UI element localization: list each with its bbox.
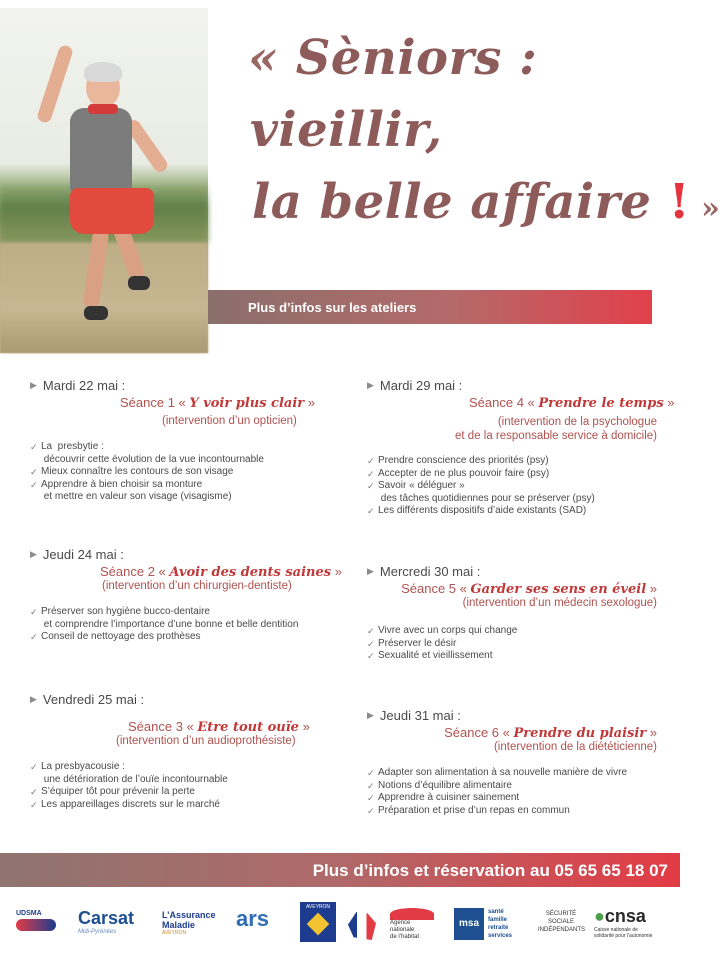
- check-icon: ✓: [367, 468, 375, 479]
- session-suffix: »: [646, 725, 657, 740]
- check-icon: ✓: [30, 787, 38, 797]
- person-shorts: [70, 188, 154, 234]
- anah-logo: [390, 902, 446, 948]
- check-icon: ✓: [367, 768, 375, 778]
- session-items: [30, 441, 350, 504]
- person-arm: [36, 44, 74, 124]
- session-prefix: Séance 4 «: [469, 395, 539, 410]
- securite-text: SÉCURITÉ SOCIALE INDÉPENDANTS: [538, 911, 586, 933]
- securite-sociale-logo: [538, 902, 584, 948]
- session-day: [367, 377, 657, 393]
- session-block-5: [367, 563, 657, 663]
- session-day-label: Jeudi 31 mai :: [379, 707, 461, 723]
- check-icon: ✓: [367, 651, 375, 661]
- info-banner: [208, 290, 652, 324]
- cnsa-wordmark: [594, 906, 664, 927]
- check-icon: ✓: [30, 442, 38, 452]
- list-item: [30, 606, 350, 631]
- udsma-text: UDSMA: [16, 910, 42, 917]
- list-item-text: Accepter de ne plus pouvoir faire (psy): [378, 467, 550, 479]
- session-day-label: Mardi 29 mai :: [379, 377, 463, 393]
- list-item: [30, 466, 350, 479]
- list-item: [367, 805, 657, 818]
- title-line-3: la belle affaire: [252, 174, 652, 230]
- session-name: Garder ses sens en éveil: [470, 582, 647, 597]
- list-item-text: La presbyacousie : une détérioration de l’ouïe incontournable: [41, 761, 228, 785]
- session-block-2: [30, 546, 350, 644]
- session-prefix: Séance 6 «: [444, 725, 514, 740]
- info-banner-text: Plus d’infos sur les ateliers: [248, 300, 417, 315]
- page-title: [248, 22, 720, 245]
- list-item: [30, 479, 350, 504]
- session-items: [367, 455, 657, 518]
- cnsa-sub: Caisse nationale de solidarité pour l’autonomie: [594, 927, 653, 939]
- list-item-text: Les appareillages discrets sur le marché: [41, 798, 220, 810]
- session-title: [367, 581, 657, 597]
- session-block-1: [30, 377, 350, 504]
- list-item-text: Préparation et prise d’un repas en commun: [378, 804, 570, 816]
- check-icon: ✓: [367, 481, 375, 491]
- session-name: Prendre du plaisir: [513, 726, 647, 741]
- session-items: [367, 767, 657, 817]
- session-name: Prendre le temps: [538, 396, 664, 411]
- check-icon: ✓: [30, 479, 38, 490]
- list-item: [367, 468, 657, 481]
- check-icon: ✓: [367, 626, 375, 636]
- list-item: [30, 799, 350, 812]
- list-item-text: Savoir « déléguer » des tâches quotidiennes pour se préserver (psy): [378, 480, 595, 504]
- session-name: Etre tout ouïe: [197, 720, 299, 735]
- session-block-4: [367, 377, 675, 518]
- arrow-icon: ▶: [30, 379, 37, 390]
- list-item: [30, 761, 350, 786]
- list-item: [367, 650, 657, 663]
- assurance-text: L’Assurance Maladie: [162, 910, 216, 930]
- list-item-text: Apprendre à bien choisir sa monture et mettre en valeur son visage (visagisme): [41, 478, 232, 502]
- person-scarf: [88, 104, 118, 114]
- ars-logo: [236, 902, 292, 948]
- check-icon: ✓: [30, 799, 38, 810]
- session-name: Avoir des dents saines: [169, 565, 332, 580]
- list-item: [367, 625, 657, 638]
- session-prefix: Séance 5 «: [401, 581, 471, 596]
- ars-text: ars: [236, 906, 270, 931]
- udsma-mark: [16, 919, 56, 931]
- carsat-sub: Midi-Pyrénées: [78, 929, 117, 935]
- carsat-logo: [78, 902, 156, 948]
- arrow-icon: ▶: [30, 693, 37, 704]
- session-suffix: »: [663, 395, 675, 410]
- list-item-text: Notions d’équilibre alimentaire: [378, 779, 512, 791]
- reservation-text: Plus d’infos et réservation au 05 65 65 18 07: [312, 861, 668, 880]
- session-suffix: »: [646, 581, 657, 596]
- session-intervention: (intervention de la psychologue et de la responsable service à domicile): [455, 416, 657, 442]
- partner-logos: [16, 902, 666, 952]
- list-item-text: Conseil de nettoyage des prothèses: [41, 631, 201, 642]
- msa-text: santé famille retraite services: [488, 909, 513, 939]
- udsma-logo: [16, 902, 68, 948]
- check-icon: ✓: [30, 607, 38, 617]
- session-title: [30, 564, 350, 580]
- msa-logo: [454, 902, 528, 948]
- session-block-6: [367, 707, 657, 817]
- arrow-icon: ▶: [367, 709, 374, 720]
- open-quote: «: [248, 30, 296, 86]
- cnsa-text: cnsa: [604, 906, 646, 926]
- session-intervention: (intervention d’un médecin sexologue): [462, 597, 657, 609]
- france-map-icon: [348, 912, 376, 940]
- session-prefix: Séance 3 «: [128, 719, 198, 734]
- session-day: [30, 546, 350, 562]
- session-title: [30, 395, 350, 411]
- session-day: [367, 563, 657, 579]
- check-icon: ✓: [367, 780, 375, 791]
- person-shoe: [128, 276, 150, 290]
- session-suffix: »: [304, 395, 315, 410]
- france-logo: [348, 902, 380, 948]
- list-item: [30, 441, 350, 466]
- session-title: [367, 725, 657, 741]
- list-item-text: S’équiper tôt pour prévenir la perte: [41, 786, 195, 797]
- aveyron-logo: [300, 902, 338, 948]
- list-item-text: Préserver le désir: [378, 637, 457, 649]
- check-icon: ✓: [367, 456, 375, 466]
- session-prefix: Séance 2 «: [100, 564, 170, 579]
- check-icon: ✓: [367, 506, 375, 516]
- arrow-icon: ▶: [367, 379, 374, 390]
- carsat-text: Carsat: [78, 908, 135, 928]
- assurance-maladie-logo: [162, 902, 232, 948]
- person-hair: [84, 62, 122, 82]
- anah-text: Agence nationale de l’habitat: [390, 920, 420, 940]
- list-item-text: Prendre conscience des priorités (psy): [378, 455, 549, 466]
- session-items: [30, 761, 350, 811]
- session-day: [30, 377, 350, 393]
- list-item-text: Sexualité et vieillissement: [378, 650, 493, 661]
- msa-badge: msa: [454, 908, 484, 940]
- session-day: [367, 707, 657, 723]
- list-item-text: Les différents dispositifs d’aide existants (SAD): [378, 505, 587, 516]
- session-items: [367, 625, 657, 663]
- session-intervention: (intervention d’un opticien): [162, 415, 297, 427]
- session-intervention: (intervention de la diététicienne): [493, 741, 657, 753]
- check-icon: ✓: [367, 638, 375, 649]
- list-item-text: Apprendre à cuisiner sainement: [378, 792, 520, 803]
- list-item: [30, 786, 350, 799]
- hero-photo: [0, 8, 208, 353]
- person-shoe: [84, 306, 108, 320]
- session-day-label: Jeudi 24 mai :: [42, 546, 124, 562]
- session-title: [30, 719, 350, 735]
- check-icon: ✓: [30, 632, 38, 642]
- session-day: [30, 691, 350, 707]
- check-icon: ✓: [30, 762, 38, 772]
- aveyron-badge: [300, 902, 336, 942]
- session-prefix: Séance 1 «: [120, 395, 190, 410]
- check-icon: ✓: [367, 793, 375, 803]
- title-exclamation: !: [651, 174, 691, 230]
- session-intervention: (intervention d’un audioprothésiste): [116, 735, 296, 747]
- leaf-icon: ●: [594, 906, 605, 926]
- list-item: [367, 455, 657, 468]
- title-line-2: vieillir,: [250, 102, 443, 158]
- session-suffix: »: [298, 719, 310, 734]
- assurance-sub: AVEYRON: [162, 930, 187, 936]
- list-item: [30, 631, 350, 644]
- list-item: [367, 792, 657, 805]
- arrow-icon: ▶: [30, 548, 37, 559]
- list-item: [367, 780, 657, 793]
- title-line-1: Sèniors :: [295, 30, 538, 86]
- list-item-text: La presbytie : découvrir cette évolution de la vue incontournable: [41, 441, 264, 465]
- list-item: [367, 480, 657, 505]
- close-quote: »: [690, 191, 720, 226]
- arrow-icon: ▶: [367, 565, 374, 576]
- list-item: [367, 767, 657, 780]
- session-day-label: Vendredi 25 mai :: [42, 691, 145, 707]
- session-day-label: Mercredi 30 mai :: [379, 563, 481, 579]
- person-shirt: [70, 108, 132, 193]
- aveyron-text: AVEYRON: [305, 904, 331, 910]
- session-name: Y voir plus clair: [189, 396, 305, 411]
- session-block-3: [30, 691, 350, 811]
- cnsa-logo: [594, 902, 664, 948]
- check-icon: ✓: [30, 467, 38, 477]
- list-item-text: Adapter son alimentation à sa nouvelle manière de vivre: [378, 767, 628, 778]
- list-item-text: Préserver son hygiène bucco-dentaire et comprendre l’importance d’une bonne et belle dentition: [41, 606, 299, 630]
- session-day-label: Mardi 22 mai :: [42, 377, 126, 393]
- list-item: [367, 638, 657, 651]
- reservation-banner: [0, 853, 680, 887]
- session-intervention: (intervention d’un chirurgien-dentiste): [102, 580, 292, 592]
- list-item-text: Vivre avec un corps qui change: [378, 625, 518, 636]
- check-icon: ✓: [367, 805, 375, 816]
- anah-roof-icon: [390, 908, 434, 920]
- session-items: [30, 606, 350, 644]
- star-icon: [307, 913, 330, 936]
- session-suffix: »: [331, 564, 342, 579]
- session-title: [367, 395, 675, 411]
- list-item-text: Mieux connaître les contours de son visage: [41, 466, 234, 477]
- list-item: [367, 505, 657, 518]
